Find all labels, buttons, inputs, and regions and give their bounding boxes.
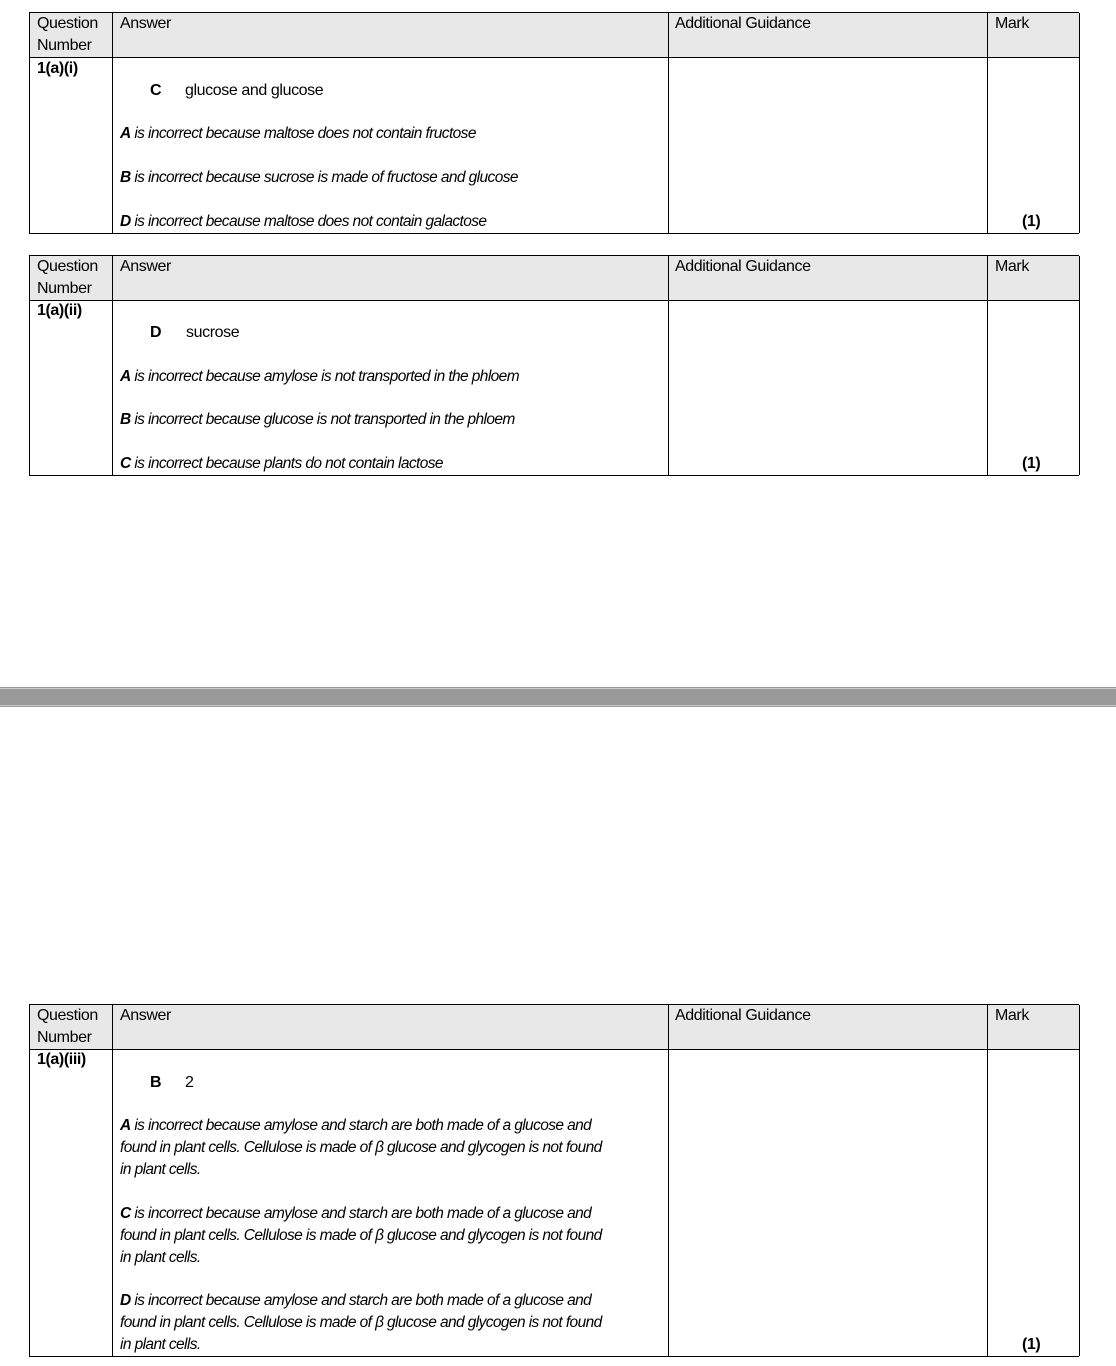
reason-c-line-2: found in plant cells. Cellulose is made of β glucose and glycogen is not found (120, 1227, 602, 1244)
reason-d: D is incorrect because amylose and starch are both made of a glucose and (120, 1292, 592, 1309)
table-header (29, 256, 1079, 301)
page-break-divider (0, 688, 1116, 706)
answer-text: glucose and glucose (185, 82, 324, 99)
answer-letter: B (150, 1074, 162, 1091)
question-number: 1(a)(i) (37, 60, 78, 77)
header-mark: Mark (995, 258, 1029, 275)
header-answer: Answer (120, 258, 171, 275)
reason-c-line-3: in plant cells. (120, 1249, 201, 1266)
reason-b: B is incorrect because glucose is not transported in the phloem (120, 411, 515, 428)
answer-text: sucrose (186, 324, 240, 341)
reason-a: A is incorrect because amylose is not transported in the phloem (120, 368, 520, 385)
reason-a: A is incorrect because amylose and starch are both made of a glucose and (120, 1117, 592, 1134)
reason-d-line-3: in plant cells. (120, 1336, 201, 1353)
header-question: Question (37, 15, 98, 32)
header-answer: Answer (120, 15, 171, 32)
reason-c: C is incorrect because plants do not contain lactose (120, 455, 443, 472)
mark-scheme-table-1a-ii (29, 255, 1079, 476)
header-mark: Mark (995, 15, 1029, 32)
header-question: Question (37, 1007, 98, 1024)
header-answer: Answer (120, 1007, 171, 1024)
header-mark: Mark (995, 1007, 1029, 1024)
reason-b: B is incorrect because sucrose is made of fructose and glucose (120, 169, 518, 186)
reason-d: D is incorrect because maltose does not contain galactose (120, 213, 487, 230)
mark-value: (1) (1022, 455, 1041, 472)
reason-a: A is incorrect because maltose does not contain fructose (120, 125, 476, 142)
answer-text: 2 (185, 1074, 194, 1091)
mark-scheme-table-1a-iii (29, 1004, 1079, 1357)
table-header (29, 1005, 1079, 1050)
question-number: 1(a)(ii) (37, 302, 82, 319)
question-number: 1(a)(iii) (37, 1051, 86, 1068)
header-number: Number (37, 37, 92, 54)
reason-a-line-2: found in plant cells. Cellulose is made of β glucose and glycogen is not found (120, 1139, 602, 1156)
header-guidance: Additional Guidance (675, 15, 811, 32)
reason-c: C is incorrect because amylose and starch are both made of a glucose and (120, 1205, 592, 1222)
answer-letter: C (150, 82, 162, 99)
header-number: Number (37, 280, 92, 297)
header-guidance: Additional Guidance (675, 258, 811, 275)
mark-scheme-table-1a-i (29, 12, 1079, 234)
reason-d-line-2: found in plant cells. Cellulose is made of β glucose and glycogen is not found (120, 1314, 602, 1331)
mark-value: (1) (1022, 1336, 1041, 1353)
header-number: Number (37, 1029, 92, 1046)
header-guidance: Additional Guidance (675, 1007, 811, 1024)
mark-value: (1) (1022, 213, 1041, 230)
reason-a-line-3: in plant cells. (120, 1161, 201, 1178)
table-header (29, 13, 1079, 58)
answer-letter: D (150, 324, 162, 341)
header-question: Question (37, 258, 98, 275)
